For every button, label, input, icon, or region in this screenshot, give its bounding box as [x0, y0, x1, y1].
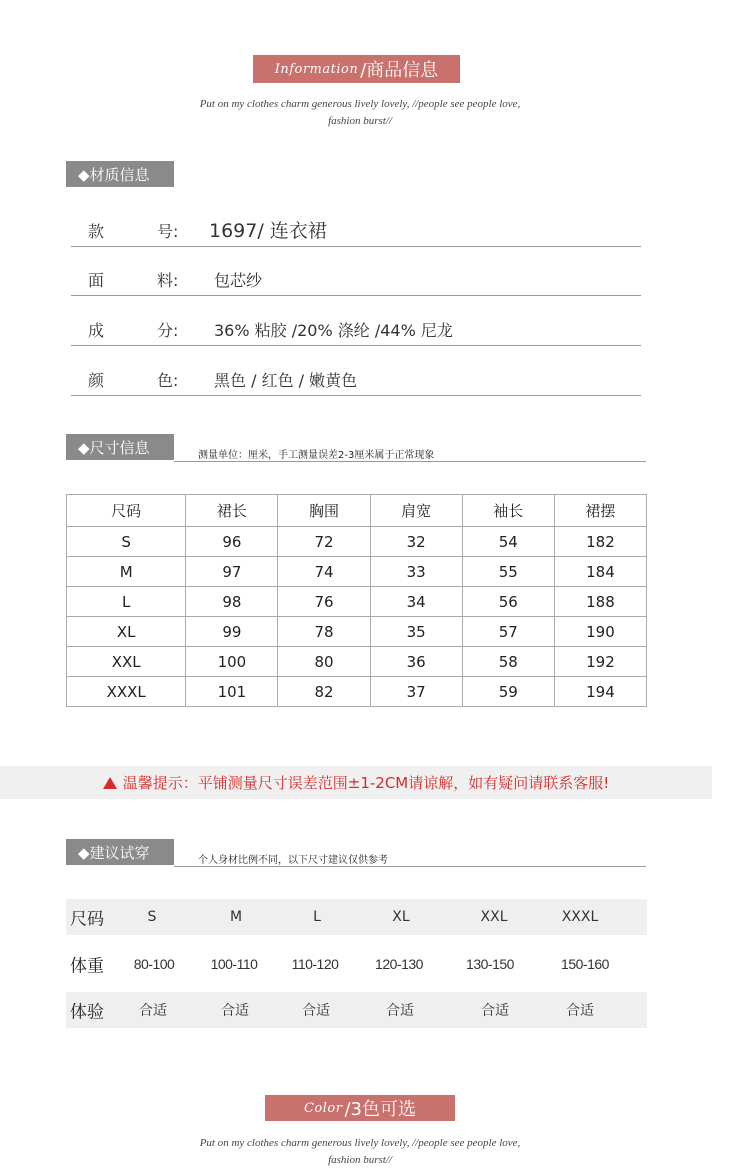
info-row-fabric [71, 255, 641, 296]
subtitle-line: fashion burst// [328, 1154, 392, 1166]
fit-section-tag: ◆建议试穿 [66, 839, 174, 865]
table-cell: L [67, 587, 186, 617]
info-key: 色: [157, 371, 179, 390]
fit-cell: 150-160 [561, 956, 609, 972]
warning-bar [0, 766, 712, 799]
info-value: 1697/ 连衣裙 [209, 220, 327, 242]
table-row [67, 587, 647, 617]
table-cell: 101 [186, 677, 278, 707]
info-value: 36% 粘胶 /20% 涤纶 /44% 尼龙 [214, 321, 453, 340]
warning-text: 平铺测量尺寸误差范围±1-2CM请谅解，如有疑问请联系客服! [197, 774, 610, 792]
info-key: 成 [88, 321, 105, 340]
info-value: 黑色 / 红色 / 嫩黄色 [214, 371, 358, 390]
table-cell: 34 [370, 587, 462, 617]
table-cell: XL [67, 617, 186, 647]
header-cell: 肩宽 [370, 495, 462, 527]
fit-row-size [66, 899, 647, 935]
table-cell: 99 [186, 617, 278, 647]
table-row [67, 647, 647, 677]
table-cell: 37 [370, 677, 462, 707]
fit-cell: 80-100 [133, 956, 175, 972]
banner-title: /3色可选 [344, 1099, 416, 1120]
table-cell: 194 [554, 677, 646, 707]
fit-cell: 合适 [566, 1003, 594, 1019]
info-key: 面 [88, 271, 105, 290]
header-cell: 袖长 [462, 495, 554, 527]
info-key: 分: [157, 321, 179, 340]
table-cell: 59 [462, 677, 554, 707]
subtitle-line: Put on my clothes charm generous lively lovely, //people see people love, [199, 98, 521, 110]
section-title-banner [253, 55, 460, 83]
info-row-composition [71, 305, 641, 346]
subtitle-line: Put on my clothes charm generous lively lovely, //people see people love, [199, 1137, 521, 1149]
info-key: 料: [157, 271, 179, 290]
table-cell: 82 [278, 677, 370, 707]
info-key: 款 [88, 222, 105, 241]
table-cell: 80 [278, 647, 370, 677]
table-cell: 74 [278, 557, 370, 587]
table-cell: XXXL [67, 677, 186, 707]
fit-cell: L [313, 909, 321, 925]
table-cell: 78 [278, 617, 370, 647]
fit-cell: 合适 [481, 1003, 509, 1019]
table-cell: 182 [554, 527, 646, 557]
fit-cell: 110-120 [291, 956, 339, 972]
fit-row-experience [66, 992, 647, 1028]
info-value: 包芯纱 [214, 271, 263, 290]
material-section-tag: ◆材质信息 [66, 161, 174, 187]
table-cell: 192 [554, 647, 646, 677]
size-measure-note: 测量单位：厘米，手工测量误差2-3厘米属于正常现象 [198, 450, 435, 461]
fit-cell: 合适 [139, 1003, 167, 1019]
table-cell: 57 [462, 617, 554, 647]
table-cell: 32 [370, 527, 462, 557]
table-cell: 188 [554, 587, 646, 617]
section-divider [174, 461, 646, 462]
size-table [66, 494, 647, 707]
table-cell: 33 [370, 557, 462, 587]
table-cell: 76 [278, 587, 370, 617]
fit-cell: M [229, 909, 243, 925]
fit-cell: 100-110 [210, 956, 258, 972]
table-cell: 96 [186, 527, 278, 557]
table-cell: 184 [554, 557, 646, 587]
fit-cell: XL [392, 909, 410, 925]
table-cell: 54 [462, 527, 554, 557]
table-cell: 56 [462, 587, 554, 617]
fit-cell: 合适 [302, 1003, 330, 1019]
fit-cell: 130-150 [466, 956, 514, 972]
info-key: 号: [157, 222, 179, 241]
table-cell: M [67, 557, 186, 587]
info-row-color [71, 355, 641, 396]
table-cell: 35 [370, 617, 462, 647]
fit-row-label: 体重 [70, 956, 104, 977]
fit-cell: 120-130 [375, 956, 423, 972]
size-table-header [67, 495, 647, 527]
warning-label: 温馨提示： [122, 774, 198, 792]
color-section-subtitle [150, 1135, 570, 1169]
fit-cell: XXL [480, 909, 508, 925]
table-cell: 72 [278, 527, 370, 557]
table-row [67, 617, 647, 647]
info-row-style-number [71, 206, 641, 247]
fit-cell: 合适 [386, 1003, 414, 1019]
fit-cell: S [147, 909, 157, 925]
table-cell: S [67, 527, 186, 557]
banner-title: /商品信息 [360, 60, 439, 81]
fit-cell: XXXL [561, 909, 599, 925]
header-subtitle [150, 96, 570, 130]
table-row [67, 677, 647, 707]
table-cell: 97 [186, 557, 278, 587]
fit-cell: 合适 [221, 1003, 249, 1019]
table-cell: 100 [186, 647, 278, 677]
header-cell: 胸围 [278, 495, 370, 527]
banner-script-text: Color [303, 1100, 343, 1116]
fit-row-label: 体验 [70, 1002, 104, 1023]
header-cell: 尺码 [67, 495, 186, 527]
section-divider [174, 866, 646, 867]
table-cell: 55 [462, 557, 554, 587]
header-cell: 裙长 [186, 495, 278, 527]
subtitle-line: fashion burst// [328, 115, 392, 127]
header-cell: 裙摆 [554, 495, 646, 527]
fit-note: 个人身材比例不同，以下尺寸建议仅供参考 [198, 855, 388, 866]
table-cell: 36 [370, 647, 462, 677]
table-cell: 190 [554, 617, 646, 647]
table-row [67, 557, 647, 587]
color-section-banner [265, 1095, 455, 1121]
fit-row-weight [66, 946, 647, 982]
table-row [67, 527, 647, 557]
size-section-tag: ◆尺寸信息 [66, 434, 174, 460]
banner-script-text: Information [274, 61, 359, 77]
table-cell: XXL [67, 647, 186, 677]
table-cell: 98 [186, 587, 278, 617]
table-cell: 58 [462, 647, 554, 677]
warning-icon [103, 777, 117, 789]
info-key: 颜 [88, 371, 105, 390]
fit-row-label: 尺码 [70, 909, 104, 930]
